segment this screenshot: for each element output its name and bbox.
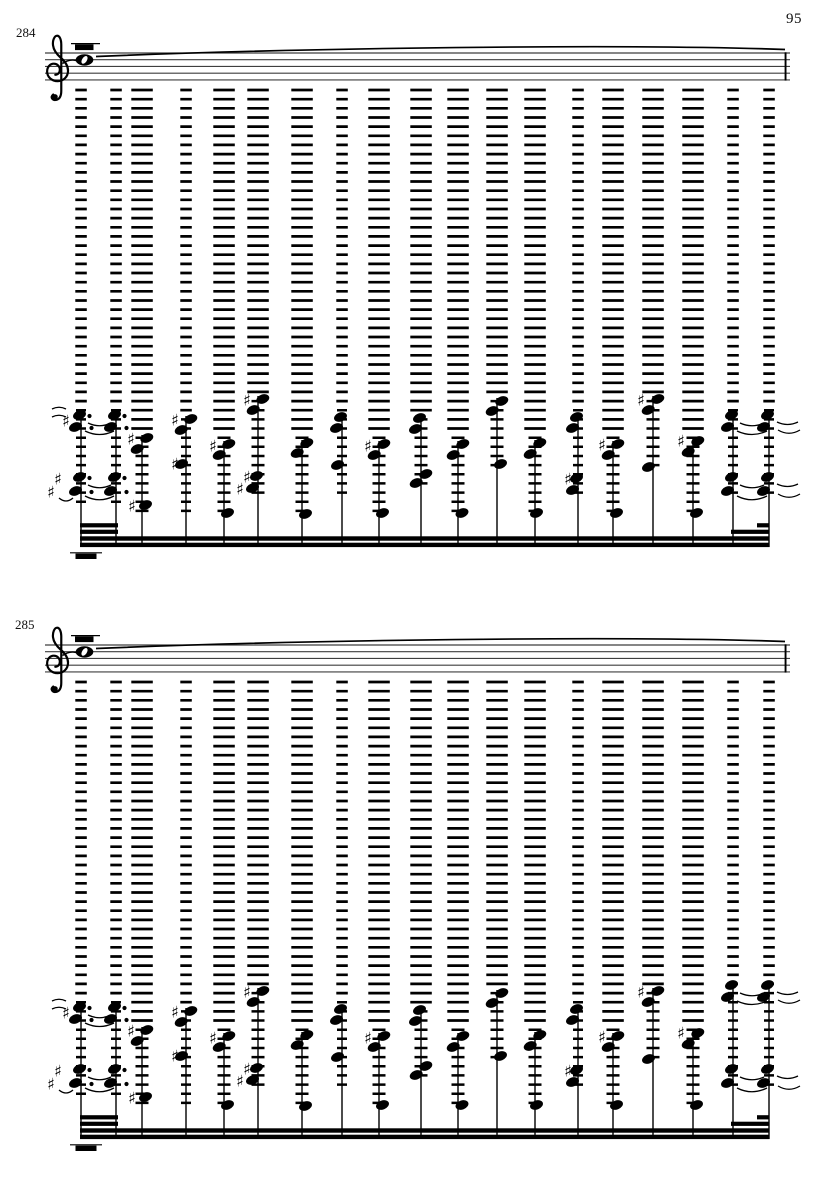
- tie: [740, 485, 764, 488]
- notehead: [610, 1029, 626, 1042]
- tie: [52, 407, 66, 409]
- system-285: [45, 628, 800, 1151]
- notehead: [220, 506, 236, 519]
- tie: [777, 422, 798, 425]
- tie: [88, 485, 111, 488]
- notehead: [107, 1062, 123, 1075]
- augmentation-dot: [89, 490, 93, 494]
- sharp-accidental: ♯: [677, 1023, 685, 1043]
- notehead: [569, 1002, 585, 1015]
- notehead: [255, 984, 271, 997]
- sharp-accidental: ♯: [47, 1074, 55, 1094]
- notehead: [376, 437, 392, 450]
- augmentation-dot: [89, 1082, 93, 1086]
- sharp-accidental: ♯: [677, 431, 685, 451]
- sharp-accidental: ♯: [243, 982, 251, 1002]
- tie: [778, 1086, 800, 1089]
- slur: [96, 47, 785, 57]
- augmentation-dot: [89, 1018, 93, 1022]
- notehead: [522, 447, 538, 460]
- beam: [80, 1128, 770, 1132]
- sharp-accidental: ♯: [127, 1021, 135, 1041]
- notehead: [454, 506, 470, 519]
- sharp-accidental: ♯: [54, 1061, 62, 1081]
- notehead: [412, 411, 428, 424]
- augmentation-dot: [87, 414, 91, 418]
- notehead: [249, 1061, 265, 1074]
- beam: [80, 1115, 118, 1119]
- notehead: [641, 1052, 657, 1065]
- tie: [85, 1088, 114, 1092]
- notehead: [522, 1039, 538, 1052]
- sharp-accidental: ♯: [54, 469, 62, 489]
- sharp-accidental: ♯: [243, 1059, 251, 1079]
- notehead: [298, 1099, 314, 1112]
- augmentation-dot: [87, 1006, 91, 1010]
- notehead: [454, 1098, 470, 1111]
- notehead: [455, 1029, 471, 1042]
- notehead: [107, 470, 123, 483]
- augmentation-dot: [122, 1068, 126, 1072]
- sharp-accidental: ♯: [171, 454, 179, 474]
- sharp-accidental: ♯: [364, 436, 372, 456]
- augmentation-dot: [122, 1006, 126, 1010]
- tie: [777, 484, 798, 487]
- notehead: [138, 498, 154, 511]
- tie: [777, 1076, 798, 1079]
- beam: [80, 543, 770, 547]
- notehead: [333, 1002, 349, 1015]
- sharp-accidental: ♯: [243, 390, 251, 410]
- whole-rest: [75, 636, 94, 642]
- sharp-accidental: ♯: [62, 1003, 70, 1023]
- beam: [80, 530, 118, 534]
- treble-clef-icon: [47, 36, 68, 100]
- notehead: [689, 506, 705, 519]
- tie: [88, 1077, 111, 1080]
- sharp-accidental: ♯: [62, 411, 70, 431]
- whole-rest: [76, 1146, 97, 1151]
- sharp-accidental: ♯: [564, 469, 572, 489]
- tie: [740, 1077, 764, 1080]
- augmentation-dot: [87, 1068, 91, 1072]
- tie: [52, 415, 66, 417]
- whole-rest: [75, 44, 94, 50]
- measure-number-284: 284: [16, 25, 36, 40]
- notehead: [72, 470, 88, 483]
- notehead: [760, 470, 776, 483]
- tie: [52, 1007, 66, 1009]
- notehead: [610, 437, 626, 450]
- notehead: [375, 506, 391, 519]
- sharp-accidental: ♯: [171, 1046, 179, 1066]
- notehead: [220, 1098, 236, 1111]
- notehead: [569, 410, 585, 423]
- notehead: [333, 410, 349, 423]
- sharp-accidental: ♯: [236, 479, 244, 499]
- notehead: [455, 437, 471, 450]
- notehead: [609, 1098, 625, 1111]
- tie: [778, 494, 800, 497]
- beam: [731, 530, 770, 534]
- sharp-accidental: ♯: [209, 436, 217, 456]
- tie: [59, 498, 73, 501]
- sharp-accidental: ♯: [171, 1002, 179, 1022]
- sharp-accidental: ♯: [243, 467, 251, 487]
- notehead: [249, 469, 265, 482]
- notehead: [641, 460, 657, 473]
- notehead: [138, 1090, 154, 1103]
- whole-note: [76, 54, 94, 65]
- notehead: [724, 1062, 740, 1075]
- notehead: [760, 1062, 776, 1075]
- page-number: 95: [786, 11, 802, 27]
- notehead: [529, 506, 545, 519]
- notehead: [376, 1029, 392, 1042]
- slur: [96, 639, 785, 649]
- beam: [731, 1122, 770, 1126]
- whole-note: [76, 646, 94, 657]
- sharp-accidental: ♯: [637, 390, 645, 410]
- beam: [80, 1122, 118, 1126]
- tie: [59, 1090, 73, 1093]
- augmentation-dot: [87, 476, 91, 480]
- beam: [757, 523, 770, 527]
- notehead: [529, 1098, 545, 1111]
- system-284: [45, 36, 800, 559]
- sharp-accidental: ♯: [236, 1071, 244, 1091]
- barline: [785, 644, 787, 672]
- beam: [80, 536, 770, 540]
- tie: [52, 999, 66, 1001]
- sharp-accidental: ♯: [564, 1061, 572, 1081]
- augmentation-dot: [122, 414, 126, 418]
- notehead: [375, 1098, 391, 1111]
- notehead: [255, 392, 271, 405]
- notehead: [289, 1038, 305, 1051]
- measure-number-285: 285: [15, 617, 35, 632]
- ledger-lines: [75, 90, 775, 429]
- tie: [85, 496, 114, 500]
- notehead: [724, 470, 740, 483]
- notehead: [650, 392, 666, 405]
- tie: [777, 992, 798, 995]
- sharp-accidental: ♯: [128, 1088, 136, 1108]
- barline: [785, 52, 787, 80]
- tie: [737, 1088, 767, 1092]
- augmentation-dot: [124, 490, 128, 494]
- sharp-accidental: ♯: [598, 435, 606, 455]
- sharp-accidental: ♯: [128, 496, 136, 516]
- notehead: [221, 1029, 237, 1042]
- sharp-accidental: ♯: [47, 482, 55, 502]
- sharp-accidental: ♯: [637, 982, 645, 1002]
- augmentation-dot: [124, 1082, 128, 1086]
- notehead: [650, 984, 666, 997]
- beam: [80, 523, 118, 527]
- tie: [778, 430, 800, 433]
- notehead: [72, 1062, 88, 1075]
- ledger-lines: [75, 682, 775, 1021]
- tie: [737, 496, 767, 500]
- treble-clef-icon: [47, 628, 68, 692]
- notehead: [221, 437, 237, 450]
- notehead: [689, 1098, 705, 1111]
- sharp-accidental: ♯: [364, 1028, 372, 1048]
- tie: [778, 1000, 800, 1003]
- augmentation-dot: [89, 426, 93, 430]
- sharp-accidental: ♯: [171, 410, 179, 430]
- sharp-accidental: ♯: [209, 1028, 217, 1048]
- sharp-accidental: ♯: [598, 1027, 606, 1047]
- notehead: [289, 446, 305, 459]
- augmentation-dot: [122, 476, 126, 480]
- notehead: [609, 506, 625, 519]
- notehead: [412, 1003, 428, 1016]
- notehead: [298, 507, 314, 520]
- beam: [80, 1135, 770, 1139]
- beam: [757, 1115, 770, 1119]
- whole-rest: [76, 554, 97, 559]
- sharp-accidental: ♯: [127, 429, 135, 449]
